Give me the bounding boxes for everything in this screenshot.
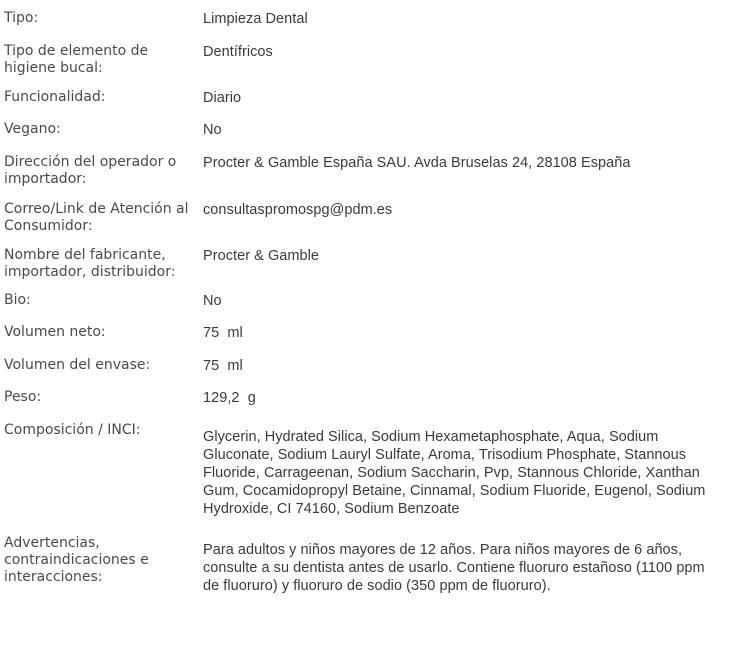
spec-value: 75 ml [203,325,243,341]
spec-value: 75 ml [203,358,243,374]
spec-label: Nombre del fabricante, importador, distribuidor: [4,247,176,280]
spec-label: Funcionalidad: [4,89,106,105]
spec-value: Glycerin, Hydrated Silica, Sodium Hexametaphosphate, Aqua, Sodium Gluconate, Sodium Lauryl Sulfate, Aroma, Trisodium Phosphate, Stannous Fluoride, Carrageenan, Sodium Saccharin, Pvp, Stannous Chloride, Xanthan Gum, Cocamidopropyl Betaine, Cinnamal, Sodium Fluoride, Eugenol, Sodium Hydroxide, CI 74160, Sodium Benzoate [203,429,706,517]
spec-value: No [203,293,222,309]
spec-label: Vegano: [4,121,61,137]
spec-label: Advertencias, contraindicaciones e interacciones: [4,535,149,585]
spec-label: Correo/Link de Atención al Consumidor: [4,201,189,234]
spec-label: Composición / INCI: [4,422,141,438]
spec-value: consultaspromospg@pdm.es [203,202,393,218]
spec-value: Procter & Gamble [203,248,320,264]
spec-value: 129,2 g [203,390,256,406]
spec-label: Volumen del envase: [4,357,151,373]
spec-label: Dirección del operador o importador: [4,154,177,187]
spec-label: Tipo de elemento de higiene bucal: [4,43,149,76]
spec-value: Para adultos y niños mayores de 12 años. Para niños mayores de 6 años, consulte a su dentista antes de usarlo. Contiene fluoruro estañoso (1100 ppm de fluoruro) y fluoruro de sodio (350 ppm de fluoruro). [203,542,705,594]
spec-value: Limpieza Dental [203,11,308,27]
spec-label: Tipo: [4,10,39,26]
spec-value: Procter & Gamble España SAU. Avda Bruselas 24, 28108 España [203,155,631,171]
spec-label: Volumen neto: [4,324,106,340]
spec-label: Bio: [4,292,31,308]
spec-value: No [203,122,222,138]
spec-value: Diario [203,90,242,106]
spec-label: Peso: [4,389,42,405]
spec-value: Dentífricos [203,44,273,60]
